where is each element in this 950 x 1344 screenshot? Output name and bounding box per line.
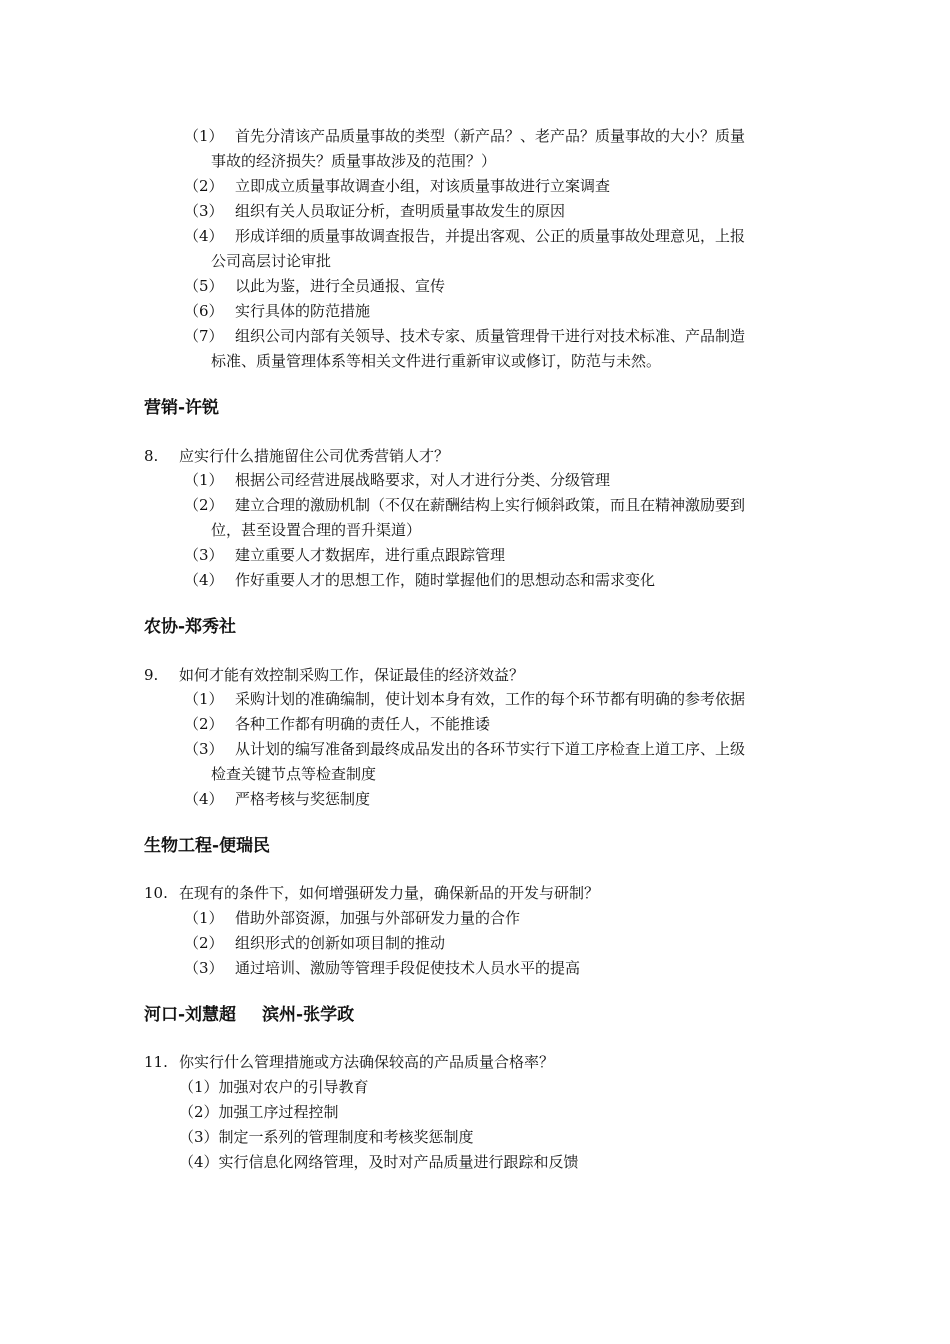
list-item-text: （3）制定一系列的管理制度和考核奖惩制度 — [179, 1128, 474, 1146]
list-item-number: （2） — [184, 934, 224, 952]
list-item-number: （6） — [184, 302, 224, 320]
list-item-number: （1） — [184, 471, 224, 489]
question-number: 10. — [144, 884, 168, 902]
list-item-text: 作好重要人才的思想工作，随时掌握他们的思想动态和需求变化 — [235, 571, 656, 589]
list-item-number: （2） — [184, 496, 224, 514]
section-heading-agri: 农协-郑秀社 — [144, 617, 237, 637]
list-item-text: 建立重要人才数据库，进行重点跟踪管理 — [235, 546, 506, 564]
question-text: 你实行什么管理措施或方法确保较高的产品质量合格率？ — [179, 1053, 555, 1071]
list-item-text: 根据公司经营进展战略要求，对人才进行分类、分级管理 — [235, 471, 611, 489]
section-heading-bio: 生物工程-便瑞民 — [144, 836, 271, 856]
question-number: 11. — [144, 1053, 168, 1071]
list-item-text: 从计划的编写准备到最终成品发出的各环节实行下道工序检查上道工序、上级 — [235, 740, 746, 758]
question-text: 在现有的条件下，如何增强研发力量，确保新品的开发与研制？ — [179, 884, 600, 902]
list-item-text: 组织形式的创新如项目制的推动 — [235, 934, 446, 952]
list-item-text-continued: 事故的经济损失？质量事故涉及的范围？） — [211, 152, 497, 170]
list-item-number: （4） — [184, 790, 224, 808]
question-text: 如何才能有效控制采购工作，保证最佳的经济效益？ — [179, 666, 525, 684]
section-heading-marketing: 营销-许锐 — [144, 398, 220, 418]
list-item-number: （4） — [184, 227, 224, 245]
list-item-number: （4） — [184, 571, 224, 589]
list-item-number: （2） — [184, 177, 224, 195]
list-item-number: （3） — [184, 740, 224, 758]
list-item-text: 借助外部资源，加强与外部研发力量的合作 — [235, 909, 521, 927]
list-item-text: 形成详细的质量事故调查报告，并提出客观、公正的质量事故处理意见，上报 — [235, 227, 746, 245]
list-item-text: （2）加强工序过程控制 — [179, 1103, 339, 1121]
list-item-text: 实行具体的防范措施 — [235, 302, 371, 320]
list-item-text: 建立合理的激励机制（不仅在薪酬结构上实行倾斜政策，而且在精神激励要到 — [235, 496, 746, 514]
list-item-text: 严格考核与奖惩制度 — [235, 790, 371, 808]
question-text: 应实行什么措施留住公司优秀营销人才？ — [179, 447, 450, 465]
section-heading-binzhou: 滨州-张学政 — [262, 1005, 355, 1025]
question-number: 9. — [144, 666, 159, 684]
list-item-number: （5） — [184, 277, 224, 295]
list-item-text: 组织公司内部有关领导、技术专家、质量管理骨干进行对技术标准、产品制造 — [235, 327, 746, 345]
list-item-text: 组织有关人员取证分析，查明质量事故发生的原因 — [235, 202, 566, 220]
list-item-text: 立即成立质量事故调查小组，对该质量事故进行立案调查 — [235, 177, 611, 195]
list-item-number: （1） — [184, 690, 224, 708]
list-item-text: 采购计划的准确编制，使计划本身有效，工作的每个环节都有明确的参考依据 — [235, 690, 746, 708]
section-heading-hekou: 河口-刘慧超 — [144, 1005, 237, 1025]
section-heading-hekou-binzhou — [144, 1004, 354, 1026]
list-item-number: （1） — [184, 127, 224, 145]
list-item-text-continued: 检查关键节点等检查制度 — [211, 765, 377, 783]
list-item-number: （7） — [184, 327, 224, 345]
list-item-number: （3） — [184, 959, 224, 977]
list-item-text: （1）加强对农户的引导教育 — [179, 1078, 369, 1096]
list-item-text: （4）实行信息化网络管理，及时对产品质量进行跟踪和反馈 — [179, 1153, 579, 1171]
list-item-text: 通过培训、激励等管理手段促使技术人员水平的提高 — [235, 959, 581, 977]
list-item-text-continued: 公司高层讨论审批 — [211, 252, 332, 270]
list-item-text-continued: 位，甚至设置合理的晋升渠道） — [211, 521, 422, 539]
list-item-number: （3） — [184, 202, 224, 220]
list-item-number: （2） — [184, 715, 224, 733]
list-item-number: （3） — [184, 546, 224, 564]
list-item-text: 以此为鉴，进行全员通报、宣传 — [235, 277, 446, 295]
list-item-text: 首先分清该产品质量事故的类型（新产品？、老产品？质量事故的大小？质量 — [235, 127, 746, 145]
list-item-text-continued: 标准、质量管理体系等相关文件进行重新审议或修订，防范与未然。 — [211, 352, 662, 370]
list-item-text: 各种工作都有明确的责任人，不能推诿 — [235, 715, 491, 733]
question-number: 8. — [144, 447, 159, 465]
list-item-number: （1） — [184, 909, 224, 927]
